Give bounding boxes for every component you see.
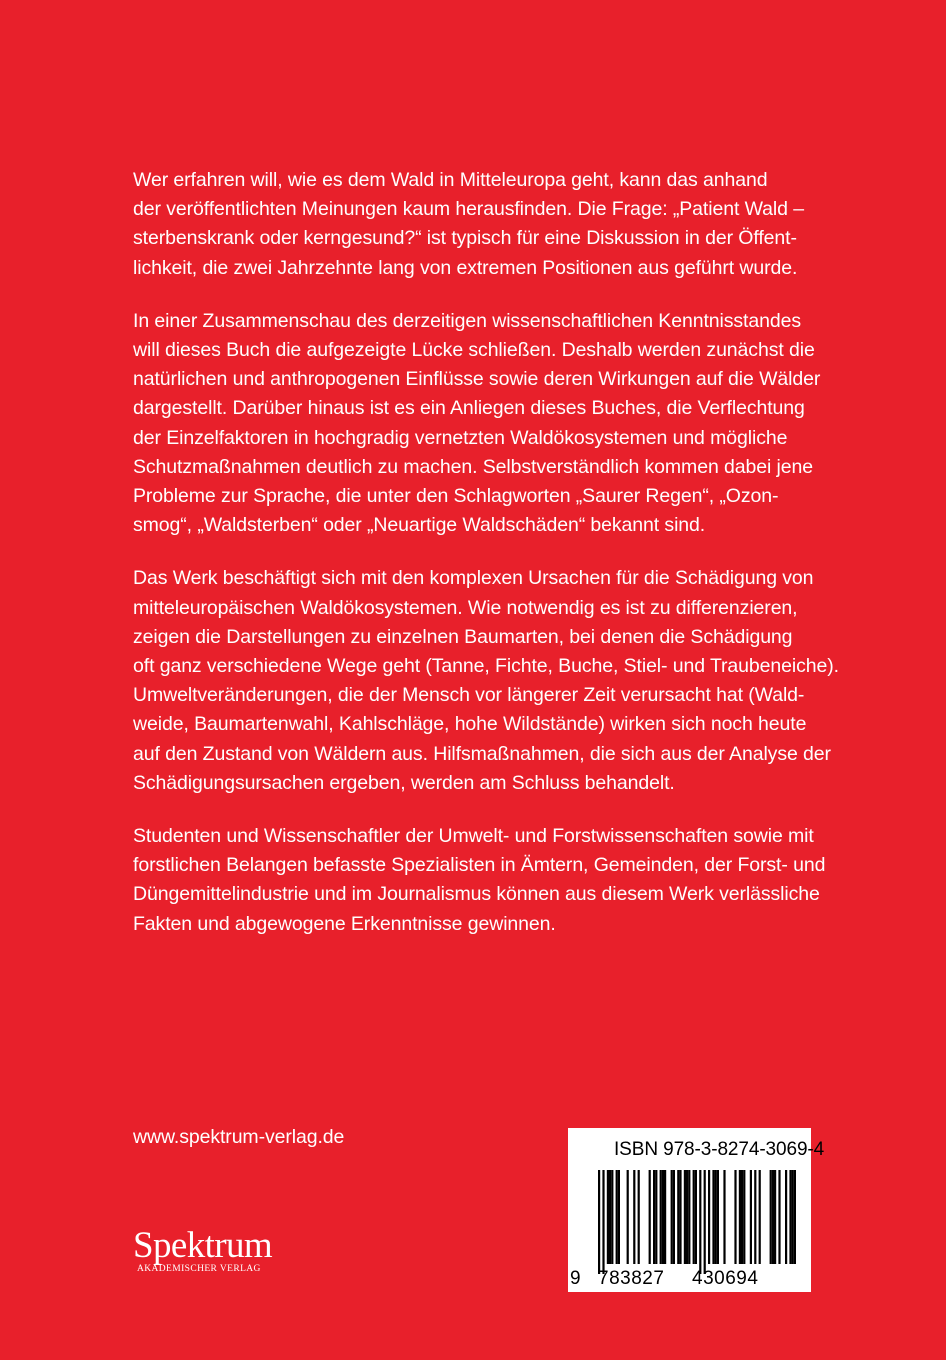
ean-left-group: 783827 bbox=[598, 1268, 665, 1289]
text-line: Umweltveränderungen, die der Mensch vor längerer Zeit verursacht hat (Wald- bbox=[133, 684, 805, 707]
barcode-bar bbox=[741, 1170, 743, 1264]
text-line: Fakten und abgewogene Erkenntnisse gewinnen. bbox=[133, 912, 556, 935]
isbn-number: ISBN 978-3-8274-3069-4 bbox=[614, 1139, 825, 1160]
barcode-bar bbox=[723, 1170, 725, 1264]
text-line: weide, Baumartenwahl, Kahlschläge, hohe Wildstände) wirken sich noch heute bbox=[133, 713, 807, 736]
barcode-bar bbox=[789, 1170, 791, 1264]
barcode-bar bbox=[627, 1170, 629, 1264]
barcode-bar bbox=[611, 1170, 613, 1264]
barcode-bars bbox=[586, 1170, 796, 1274]
text-line: Studenten und Wissenschaftler der Umwelt- und Forstwissenschaften sowie mit bbox=[133, 825, 814, 848]
barcode-bar bbox=[609, 1170, 611, 1264]
barcode-bar bbox=[695, 1170, 697, 1264]
barcode-bar bbox=[671, 1170, 673, 1264]
blurb-text bbox=[133, 166, 839, 963]
barcode-bar bbox=[684, 1170, 686, 1264]
text-line: der veröffentlichten Meinungen kaum herausfinden. Die Frage: „Patient Wald – bbox=[133, 198, 804, 221]
barcode-bar bbox=[708, 1170, 710, 1264]
barcode-bar bbox=[794, 1170, 796, 1264]
barcode-bar bbox=[699, 1170, 701, 1274]
text-line: mitteleuropäischen Waldökosystemen. Wie notwendig es ist zu differenzieren, bbox=[133, 596, 798, 619]
barcode-bar bbox=[653, 1170, 655, 1264]
barcode-bar bbox=[618, 1170, 620, 1264]
barcode-bar bbox=[633, 1170, 635, 1264]
barcode-bar bbox=[602, 1170, 604, 1274]
text-line: Düngemittelindustrie und im Journalismus können aus diesem Werk verlässliche bbox=[133, 883, 820, 906]
blurb-paragraph-4 bbox=[133, 822, 833, 939]
barcode-bar bbox=[664, 1170, 666, 1264]
barcode-label bbox=[568, 1128, 825, 1292]
text-line: dargestellt. Darüber hinaus ist es ein Anliegen dieses Buches, die Verflechtung bbox=[133, 397, 805, 420]
barcode-bar bbox=[743, 1170, 745, 1264]
barcode-bar bbox=[686, 1170, 688, 1264]
text-line: Wer erfahren will, wie es dem Wald in Mitteleuropa geht, kann das anhand bbox=[133, 169, 768, 191]
barcode-bar bbox=[660, 1170, 662, 1264]
barcode-bar bbox=[739, 1170, 741, 1264]
barcode-bar bbox=[598, 1170, 600, 1274]
barcode-bar bbox=[772, 1170, 774, 1264]
text-line: oft ganz verschiedene Wege geht (Tanne, Fichte, Buche, Stiel- und Traubeneiche). bbox=[133, 655, 839, 678]
barcode-bar bbox=[704, 1170, 706, 1274]
text-line: sterbenskrank oder kerngesund?“ ist typisch für eine Diskussion in der Öffent- bbox=[133, 227, 797, 250]
barcode-bar bbox=[649, 1170, 651, 1264]
barcode-bar bbox=[607, 1170, 609, 1264]
barcode-bar bbox=[785, 1170, 787, 1264]
barcode-bar bbox=[655, 1170, 657, 1264]
text-line: lichkeit, die zwei Jahrzehnte lang von extremen Positionen aus geführt wurde. bbox=[133, 256, 798, 279]
text-line: will dieses Buch die aufgezeigte Lücke schließen. Deshalb werden zunächst die bbox=[133, 339, 815, 362]
blurb-paragraph-2 bbox=[133, 307, 833, 541]
text-line: Probleme zur Sprache, die unter den Schlagworten „Saurer Regen“, „Ozon- bbox=[133, 485, 779, 508]
barcode-bar bbox=[638, 1170, 640, 1264]
logo-wordmark: Spektrum bbox=[133, 1225, 273, 1266]
barcode-bar bbox=[717, 1170, 719, 1264]
barcode-bar bbox=[734, 1170, 736, 1264]
publisher-logo bbox=[133, 1225, 305, 1274]
text-line: In einer Zusammenschau des derzeitigen wissenschaftlichen Kenntnisstandes bbox=[133, 309, 801, 332]
barcode-bar bbox=[750, 1170, 752, 1264]
barcode-bar bbox=[754, 1170, 756, 1264]
barcode-bar bbox=[673, 1170, 675, 1264]
barcode-bar bbox=[679, 1170, 681, 1264]
barcode-bar bbox=[712, 1170, 714, 1264]
barcode-bar bbox=[770, 1170, 772, 1264]
barcode-bar bbox=[715, 1170, 717, 1264]
text-line: Schutzmaßnahmen deutlich zu machen. Selbstverständlich kommen dabei jene bbox=[133, 455, 814, 478]
publisher-website[interactable]: www.spektrum-verlag.de bbox=[133, 1126, 345, 1148]
barcode-bar bbox=[759, 1170, 761, 1264]
ean-right-group: 430694 bbox=[692, 1268, 759, 1289]
text-line: zeigen die Darstellungen zu einzelnen Baumarten, bei denen die Schädigung bbox=[133, 625, 793, 648]
barcode-bar bbox=[792, 1170, 794, 1264]
text-line: forstlichen Belangen befasste Spezialisten in Ämtern, Gemeinden, der Forst- und bbox=[133, 854, 826, 877]
barcode-bar bbox=[616, 1170, 618, 1264]
blurb-paragraph-1 bbox=[133, 166, 833, 283]
barcode-bar bbox=[693, 1170, 695, 1264]
text-line: auf den Zustand von Wäldern aus. Hilfsmaßnahmen, die sich aus der Analyse der bbox=[133, 742, 831, 765]
logo-subtitle: AKADEMISCHER VERLAG bbox=[137, 1264, 261, 1274]
text-line: Das Werk beschäftigt sich mit den komplexen Ursachen für die Schädigung von bbox=[133, 567, 814, 590]
barcode-bar bbox=[677, 1170, 679, 1264]
text-line: natürlichen und anthropogenen Einflüsse sowie deren Wirkungen auf die Wälder bbox=[133, 368, 821, 391]
text-line: smog“, „Waldsterben“ oder „Neuartige Waldschäden“ bekannt sind. bbox=[133, 514, 706, 537]
text-line: Schädigungsursachen ergeben, werden am Schluss behandelt. bbox=[133, 771, 675, 794]
blurb-paragraph-3 bbox=[133, 564, 839, 798]
text-line: der Einzelfaktoren in hochgradig vernetzten Waldökosystemen und mögliche bbox=[133, 426, 788, 449]
barcode-bar bbox=[774, 1170, 776, 1264]
barcode-bar bbox=[662, 1170, 664, 1264]
barcode-bar bbox=[688, 1170, 690, 1264]
ean-first-digit: 9 bbox=[570, 1268, 582, 1289]
barcode-bar bbox=[778, 1170, 780, 1264]
